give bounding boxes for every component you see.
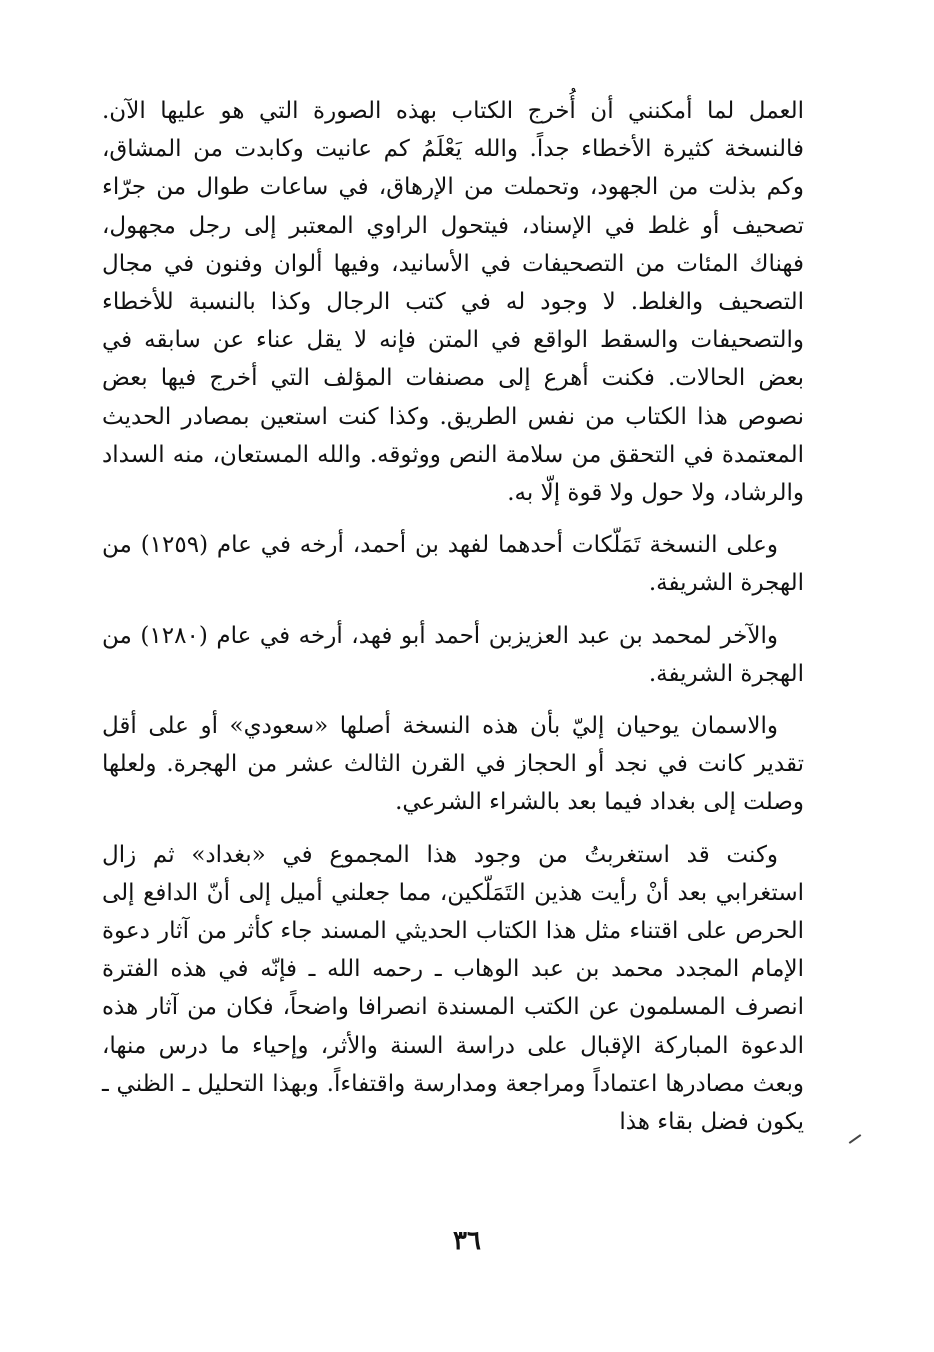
paragraph: وكنت قد استغربتُ من وجود هذا المجموع في «بغداد» ثم زال استغرابي بعد أنْ رأيت هذين التَمَلّكين، مما جعلني أميل إلى أنّ الدافع إلى الحرص على اقتناء مثل هذا الكتاب الحديثي المسند جاء كأثر من آثار دعوة الإمام المجدد محمد بن عبد الوهاب ـ رحمه الله ـ فإنّه في هذه الفترة انصرف المسلمون عن الكتب المسندة انصرافا واضحاً، فكان من آثار هذه الدعوة المباركة الإقبال على دراسة السنة والأثر، وإحياء ما درس منها، وبعث مصادرها اعتماداً ومراجعة ومدارسة واقتفاءاً. وبهذا التحليل ـ الظني ـ يكون فضل بقاء هذا (102, 841, 804, 1136)
paragraph: وعلى النسخة تَمَلّكات أحدهما لفهد بن أحمد، أرخه في عام (١٢٥٩) من الهجرة الشريفة. (102, 532, 804, 597)
paragraph: العمل لما أمكنني أن أُخرج الكتاب بهذه الصورة التي هو عليها الآن. فالنسخة كثيرة الأخطاء جداً. والله يَعْلَمُ كم عانيت وكابدت من المشاق، وكم بذلت من الجهود، وتحملت من الإرهاق، في ساعات طوال من جرّاء تصحيف أو غلط في الإسناد، فيتحول الراوي المعتبر إلى رجل مجهول، فهناك المئات من التصحيفات في الأسانيد، وفيها ألوان وفنون في مجال التصحيف والغلط. لا وجود له في كتب الرجال وكذا بالنسبة للأخطاء والتصحيفات والسقط الواقع في المتن فإنه لا يقل عناء عن سابقه في بعض الحالات. فكنت أهرع إلى مصنفات المؤلف التي أخرج فيها بعض نصوص هذا الكتاب من نفس الطريق. وكذا كنت استعين بمصادر الحديث المعتمدة في التحقق من سلامة النص ووثوقه. والله المستعان، منه السداد والرشاد، ولا حول ولا قوة إلّا به. (102, 98, 804, 507)
paragraph: والاسمان يوحيان إليّ بأن هذه النسخة أصلها «سعودي» أو على أقل تقدير كانت في نجد أو الحجاز في القرن الثالث عشر من الهجرة. ولعلها وصلت إلى بغداد فيما بعد بالشراء الشرعي. (102, 713, 804, 816)
paragraph: والآخر لمحمد بن عبد العزيزبن أحمد أبو فهد، أرخه في عام (١٢٨٠) من الهجرة الشريفة. (102, 622, 804, 687)
page-body (102, 92, 804, 1155)
margin-scratch-mark (849, 1134, 862, 1144)
page-number: ٣٦ (453, 1226, 481, 1256)
